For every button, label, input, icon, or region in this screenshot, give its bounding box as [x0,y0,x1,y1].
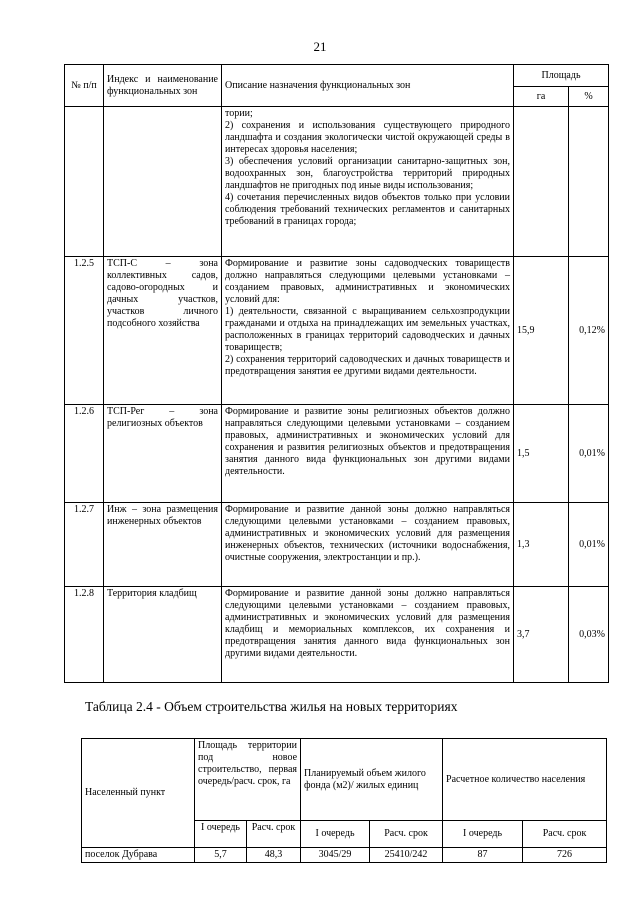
header-ha: га [514,87,569,107]
housing-table-caption: Таблица 2.4 - Объем строительства жилья на новых территориях [85,699,458,714]
row-num: 1.2.7 [65,503,104,587]
population-first: 87 [443,848,523,863]
table-row [65,503,609,587]
continuation-text: тории; 2) сохранения и использования существующего природного ландшафта и создания экологически чистой окружающей среды в интересах здоровья населения; 3) обеспечения условий организации санитарно-защитных зон, водоохранных зон, благоустройства территорий природных ландшафтов не пригодных под иные виды использования; 4) сочетания перечисленных видов объектов только при условии соблюдения требований технических регламентов и санитарных требований в границах города; [222,107,514,257]
area-calc: 48,3 [247,848,301,863]
zones-header-row [65,65,609,87]
housing-construction-table [81,738,607,863]
header-area: Площадь территории под новое строительство, первая очередь/расч. срок, га [195,739,301,821]
zone-area-ha: 3,7 [514,587,569,683]
header-calc-term: Расч. срок [370,821,443,848]
header-first-stage: I очередь [195,821,247,848]
zone-area-percent: 0,03% [569,587,609,683]
area-first: 5,7 [195,848,247,863]
header-num: № п/п [65,65,104,107]
zone-name: ТСП-С – зона коллективных садов, садово-огородных и дачных участков, участков личного подсобного хозяйства [104,257,222,405]
zone-area-percent: 0,01% [569,405,609,503]
header-settlement: Населенный пункт [82,739,195,848]
header-calc-term: Расч. срок [247,821,301,848]
settlement-name: поселок Дубрава [82,848,195,863]
header-population: Расчетное количество населения [443,739,607,821]
zone-description: Формирование и развитие данной зоны должно направляться следующими целевыми установками – созданием правовых, административных и экономических условий для размещения кладбищ и мемориальных комплексов, их сохранения и предотвращения занятия данного вида функциональных зон другими видами деятельности. [222,587,514,683]
table-row [65,405,609,503]
zone-description: Формирование и развитие данной зоны должно направляться следующими целевыми установками – созданием правовых, административных и экономических условий для размещения инженерных объектов, технических (источники водоснабжения, очистные сооружения, электростанции и пр.). [222,503,514,587]
table-row [82,848,607,863]
zone-area-percent: 0,12% [569,257,609,405]
table-row [65,107,609,257]
zone-description: Формирование и развитие зоны религиозных объектов должно направляться следующими целевыми установками – созданием правовых, административных и экономических условий для сохранения и развития религиозных объектов и предотвращения занятия данного вида функциональных зон другими видами деятельности. [222,405,514,503]
zone-name: ТСП-Рег – зона религиозных объектов [104,405,222,503]
zone-name: Инж – зона размещения инженерных объектов [104,503,222,587]
zone-area-ha: 15,9 [514,257,569,405]
header-calc-term: Расч. срок [523,821,607,848]
table-row [65,587,609,683]
row-num: 1.2.8 [65,587,104,683]
volume-first: 3045/29 [301,848,370,863]
row-num: 1.2.6 [65,405,104,503]
zone-area-ha: 1,5 [514,405,569,503]
volume-calc: 25410/242 [370,848,443,863]
table-row [65,257,609,405]
housing-header-row [82,739,607,821]
header-first-stage: I очередь [443,821,523,848]
header-index: Индекс и наименование функциональных зон [104,65,222,107]
header-first-stage: I очередь [301,821,370,848]
page-number: 21 [313,39,327,54]
zone-name: Территория кладбищ [104,587,222,683]
zone-area-percent: 0,01% [569,503,609,587]
zone-area-ha: 1,3 [514,503,569,587]
functional-zones-table [64,64,609,683]
header-percent: % [569,87,609,107]
header-description: Описание назначения функциональных зон [222,65,514,107]
row-num: 1.2.5 [65,257,104,405]
header-planned-volume: Планируемый объем жилого фонда (м2)/ жилых единиц [301,739,443,821]
zone-description: Формирование и развитие зоны садоводческих товариществ должно направляться следующими целевыми установками – созданием правовых, административных и экономических условий для: 1) деятельности, связанной с выращиванием сельхозпродукции гражданами и отдыха на принадлежащих им земельных участках, расположенных в границах территорий садоводческих и дачных товариществ; 2) сохранения территорий садоводческих и дачных товариществ и предотвращения занятия ее другими видами деятельности. [222,257,514,405]
header-area: Площадь [514,65,609,87]
population-calc: 726 [523,848,607,863]
